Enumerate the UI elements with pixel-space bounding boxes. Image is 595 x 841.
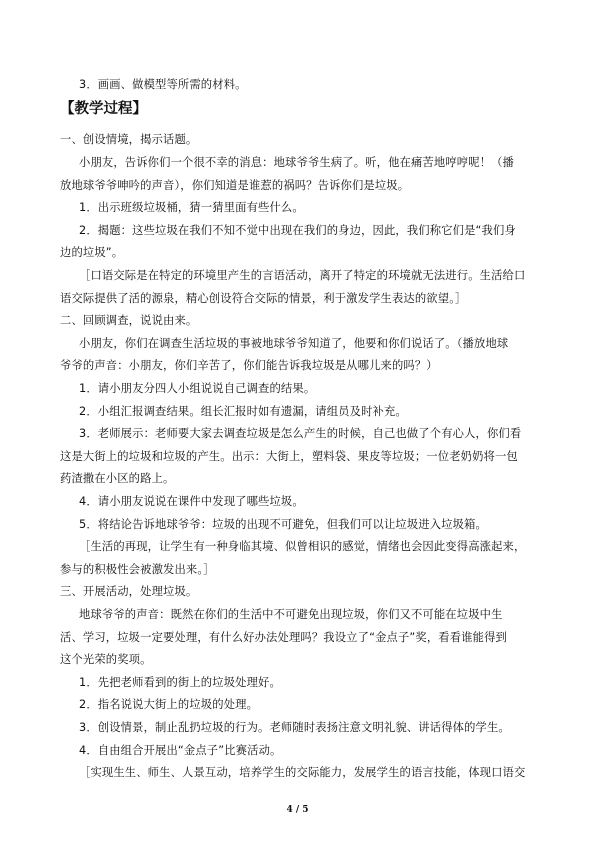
list-item: 2．揭题：这些垃圾在我们不知不觉中出现在我们的身边，因此，我们称它们是“我们身 [79, 224, 516, 237]
list-item: 4．自由组合开展出“金点子”比赛活动。 [79, 744, 282, 757]
commentary-line: ［口语交际是在特定的环境里产生的言语活动，离开了特定的环境就无法进行。生活给口 [79, 269, 526, 282]
paragraph-line: 小朋友，你们在调查生活垃圾的事被地球爷爷知道了，他要和你们说话了。（播放地球 [79, 337, 509, 350]
commentary-line: 语交际提供了活的源泉，精心创设符合交际的情景，利于激发学生表达的欲望。］ [60, 292, 467, 305]
list-item: 2．指名说说大街上的垃圾的处理。 [79, 698, 259, 711]
list-item: 1．请小朋友分四人小组说说自己调查的结果。 [79, 382, 316, 395]
commentary-line: ［实现生生、师生、人景互动，培养学生的交际能力，发展学生的语言技能，体现口语交 [79, 766, 526, 779]
list-item: 2．小组汇报调查结果。组长汇报时如有遗漏，请组员及时补充。 [79, 405, 407, 418]
list-item: 1．出示班级垃圾桶，猜一猜里面有些什么。 [79, 201, 304, 214]
paragraph-line: 这是大街上的垃圾和垃圾的产生。出示：大街上，塑料袋、果皮等垃圾；一位老奶奶将一包 [60, 450, 518, 463]
list-item: 1．先把老师看到的街上的垃圾处理好。 [79, 676, 281, 689]
list-item: 3．老师展示：老师要大家去调查垃圾是怎么产生的时候，自己也做了个有心人，你们看 [79, 427, 522, 440]
page-number: 4 / 5 [286, 805, 309, 815]
section-title-3: 三、开展活动，处理垃圾。 [60, 585, 198, 598]
section-title-1: 一、创设情境，揭示话题。 [60, 133, 198, 146]
paragraph-line: 边的垃圾”。 [60, 246, 124, 259]
commentary-line: 参与的积极性会被激发出来。］ [60, 563, 215, 576]
materials-item: 3．画画、做模型等所需的材料。 [79, 78, 247, 91]
section-title-2: 二、回顾调查，说说由来。 [60, 314, 198, 327]
list-item: 4．请小朋友说说在课件中发现了哪些垃圾。 [79, 495, 304, 508]
paragraph-line: 地球爷爷的声音：既然在你们的生活中不可避免出现垃圾，你们又不可能在垃圾中生 [79, 608, 503, 621]
list-item: 3．创设情景，制止乱扔垃圾的行为。老师随时表扬注意文明礼貌、讲话得体的学生。 [79, 721, 510, 734]
section-heading-teaching-process: 【教学过程】 [60, 101, 147, 117]
paragraph-line: 药渣撒在小区的路上。 [60, 472, 175, 485]
paragraph-line: 放地球爷爷呻吟的声音），你们知道是谁惹的祸吗？告诉你们是垃圾。 [60, 179, 410, 192]
paragraph-line: 这个光荣的奖项。 [60, 653, 152, 666]
paragraph-line: 小朋友，告诉你们一个很不幸的消息：地球爷爷生病了。听，他在痛苦地哼哼呢！（播 [79, 156, 514, 169]
commentary-line: ［生活的再现，让学生有一种身临其境、似曾相识的感觉，情绪也会因此变得高涨起来， [79, 540, 526, 553]
paragraph-line: 活、学习，垃圾一定要处理，有什么好办法处理吗？我设立了“金点子”奖，看看谁能得到 [60, 631, 507, 644]
list-item: 5．将结论告诉地球爷爷：垃圾的出现不可避免，但我们可以让垃圾进入垃圾箱。 [79, 518, 487, 531]
paragraph-line: 爷爷的声音：小朋友，你们辛苦了，你们能告诉我垃圾是从哪儿来的吗？） [60, 359, 438, 372]
